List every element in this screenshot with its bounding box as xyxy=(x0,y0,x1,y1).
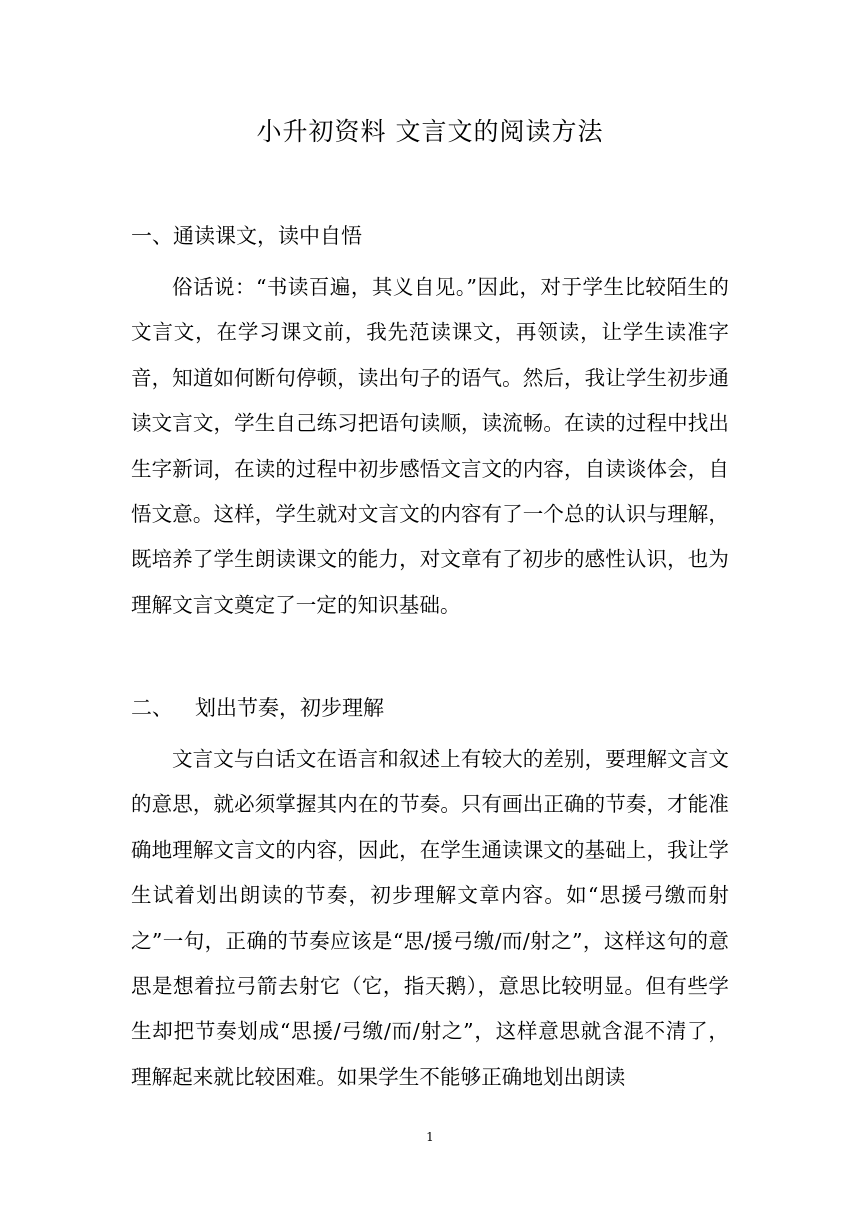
section-2-paragraph: 文言文与白话文在语言和叙述上有较大的差别，要理解文言文的意思，就必须掌握其内在的节奏。只有画出正确的节奏，才能准确地理解文言文的内容，因此，在学生通读课文的基础上，我让学生试着划出朗读的节奏，初步理解文章内容。如“思援弓缴而射之”一句，正确的节奏应该是“思/援弓缴/而/射之”，这样这句的意思是想着拉弓箭去射它（它，指天鹅），意思比较明显。但有些学生却把节奏划成“思援/弓缴/而/射之”，这样意思就含混不清了，理解起来就比较困难。如果学生不能够正确地划出朗读 xyxy=(131,747,729,1089)
section-2-heading-text: 划出节奏，初步理解 xyxy=(195,696,384,720)
page-number: 1 xyxy=(426,1130,434,1144)
section-2-heading xyxy=(131,693,384,723)
section-1-paragraph: 俗话说：“书读百遍，其义自见。”因此，对于学生比较陌生的文言文，在学习课文前，我先范读课文，再领读，让学生读准字音，知道如何断句停顿，读出句子的语气。然后，我让学生初步通读文言文，学生自己练习把语句读顺，读流畅。在读的过程中找出生字新词，在读的过程中初步感悟文言文的内容，自读谈体会，自悟文意。这样，学生就对文言文的内容有了一个总的认识与理解，既培养了学生朗读课文的能力，对文章有了初步的感性认识，也为理解文言文奠定了一定的知识基础。 xyxy=(131,275,729,617)
section-2-heading-number: 二、 xyxy=(131,696,173,720)
document-title: 小升初资料 文言文的阅读方法 xyxy=(256,117,604,146)
section-1-heading: 一、通读课文，读中自悟 xyxy=(131,224,362,248)
